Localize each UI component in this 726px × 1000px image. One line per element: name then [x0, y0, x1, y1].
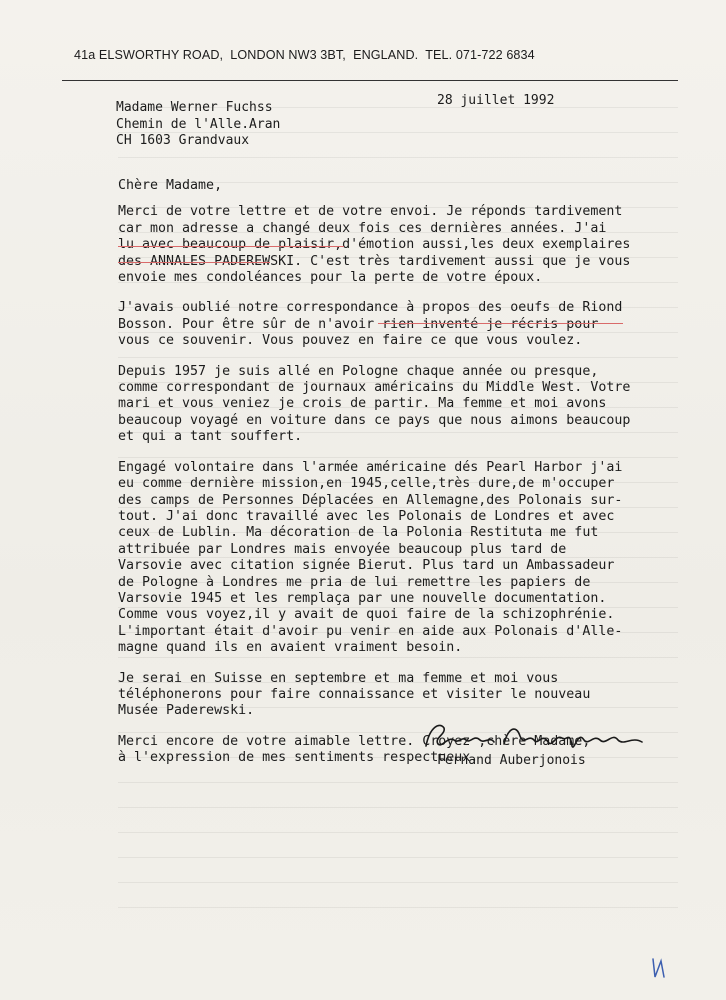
salutation: Chère Madame,: [118, 178, 223, 193]
handwritten-signature: [420, 716, 650, 754]
underline-mark: [378, 323, 623, 324]
paragraph: Je serai en Suisse en septembre et ma femme et moi vous téléphonerons pour faire connaissance et visiter le nouveau Musée Paderewski.: [118, 670, 591, 719]
paragraph: Engagé volontaire dans l'armée américaine dés Pearl Harbor j'ai eu comme dernière mission,en 1945,celle,très dure,de m'occuper des camps de Personnes Déplacées en Allemagne,des Polonais sur- tout. J'ai donc travaillé avec les Polonais de Londres et avec ceux de Lublin. Ma décoration de la Polonia Restituta me fut attribuée par Londres mais envoyée beaucoup plus tard de Varsovie avec citation signée Bierut. Plus tard un Ambassadeur de Pologne à Londres me pria de lui remettre les papiers de Varsovie 1945 et les remplaça par une nouvelle documentation. Comme vous voyez,il y avait de quoi faire de la schizophrénie. L'important était d'avoir pu venir en aide aux Polonais d'Alle- magne quand ils en avaient vraiment besoin.: [118, 459, 623, 656]
recipient-line: Madame Werner Fuchss: [116, 100, 273, 115]
letterhead-rule: [62, 80, 678, 81]
underline-mark: [118, 246, 344, 247]
paragraph: Depuis 1957 je suis allé en Pologne chaque année ou presque, comme correspondant de journaux américains du Middle West. Votre mari et vous veniez je crois de partir. Ma femme et moi avons beaucoup voyagé en voiture dans ce pays que nous aimons beaucoup et qui a tant souffert.: [118, 363, 631, 445]
letterhead-address: 41a ELSWORTHY ROAD, LONDON NW3 3BT, ENGLAND. TEL. 071-722 6834: [74, 48, 535, 62]
recipient-line: CH 1603 Grandvaux: [116, 133, 250, 148]
recipient-address: [116, 100, 280, 150]
printed-signature: Fernand Auberjonois: [437, 753, 586, 768]
paragraph: J'avais oublié notre correspondance à propos des oeufs de Riond Bosson. Pour être sûr de n'avoir rien inventé je récris pour vous ce souvenir. Vous pouvez en faire ce que vous voulez.: [118, 300, 623, 349]
letter-body: [118, 178, 658, 781]
letter-date: 28 juillet 1992: [437, 93, 555, 108]
pencil-mark: [650, 955, 672, 981]
paragraph: Merci encore de votre aimable lettre. Croyez ,chère Madame, à l'expression de mes sentiments respectueux.: [118, 733, 591, 766]
recipient-line: Chemin de l'Alle.Aran: [116, 116, 281, 132]
paragraph: Merci de votre lettre et de votre envoi. Je réponds tardivement car mon adresse a changé deux fois ces dernières années. J'ai lu avec beaucoup de plaisir,d'émotion aussi,les deux exemplaires des ANNALES PADEREWSKI. C'est très tardivement aussi que je vous envoie mes condoléances pour la perte de votre époux.: [118, 204, 631, 286]
underline-mark: [118, 262, 270, 263]
